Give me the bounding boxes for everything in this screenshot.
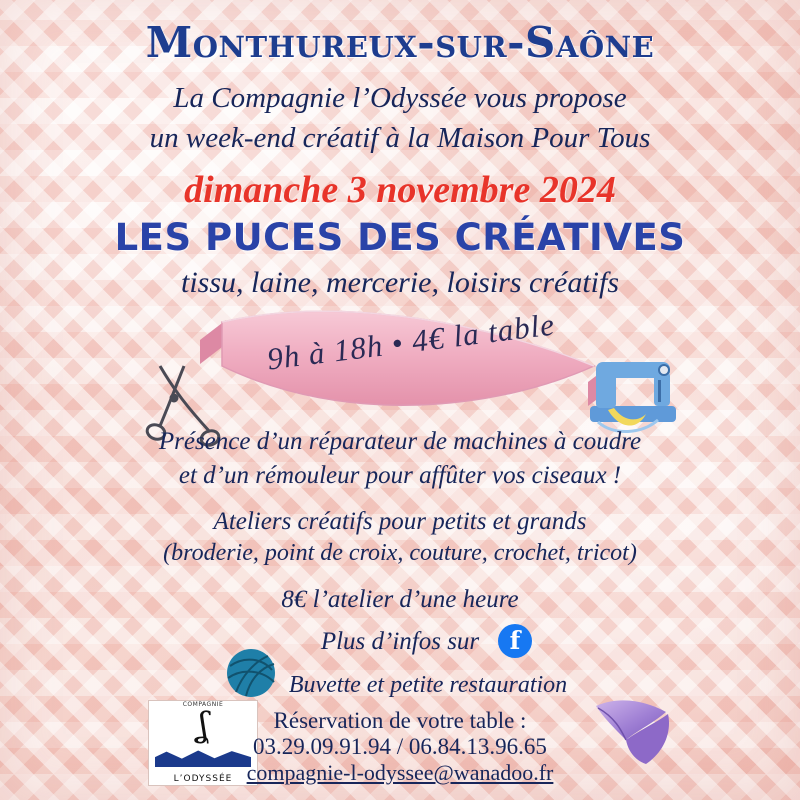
services-line-2: et d’un rémouleur pour affûter vos ciseaux ! xyxy=(178,462,622,489)
intro-line-1: La Compagnie l’Odyssée vous propose xyxy=(173,82,627,114)
poster-title: Monthureux-sur-Saône xyxy=(145,18,655,67)
more-info-label: Plus d’infos sur xyxy=(320,628,480,655)
workshop-price: 8€ l’atelier d’une heure xyxy=(281,586,519,613)
event-date: dimanche 3 novembre 2024 xyxy=(184,169,616,211)
logo-top-text: COMPAGNIE xyxy=(182,701,224,708)
reservation-email[interactable]: compagnie-l-odyssee@wanadoo.fr xyxy=(246,760,554,785)
event-themes: tissu, laine, mercerie, loisirs créatifs xyxy=(180,266,620,299)
reservation-phones: 03.29.09.91.94 / 06.84.13.96.65 xyxy=(253,734,547,759)
workshops-line-1: Ateliers créatifs pour petits et grands xyxy=(213,508,587,535)
yarn-ball-icon xyxy=(222,644,280,702)
logo-mark: ʆ xyxy=(197,705,209,745)
sewing-machine-icon xyxy=(580,344,684,440)
refreshments-line: Buvette et petite restauration xyxy=(288,672,568,698)
ribbon-banner xyxy=(196,300,616,420)
event-name: LES PUCES DES CRÉATIVES xyxy=(114,216,686,259)
logo-subtitle: L’ODYSSÉE xyxy=(173,774,233,784)
services-line-1: Présence d’un réparateur de machines à coudre xyxy=(158,428,642,455)
banner-text: 9h à 18h • 4€ la table xyxy=(265,306,557,377)
reservation-label: Réservation de votre table : xyxy=(273,708,527,733)
intro-line-2: un week-end créatif à la Maison Pour Tous xyxy=(149,122,651,154)
workshops-line-2: (broderie, point de croix, couture, crochet, tricot) xyxy=(163,540,637,566)
facebook-icon[interactable]: f xyxy=(498,624,532,658)
